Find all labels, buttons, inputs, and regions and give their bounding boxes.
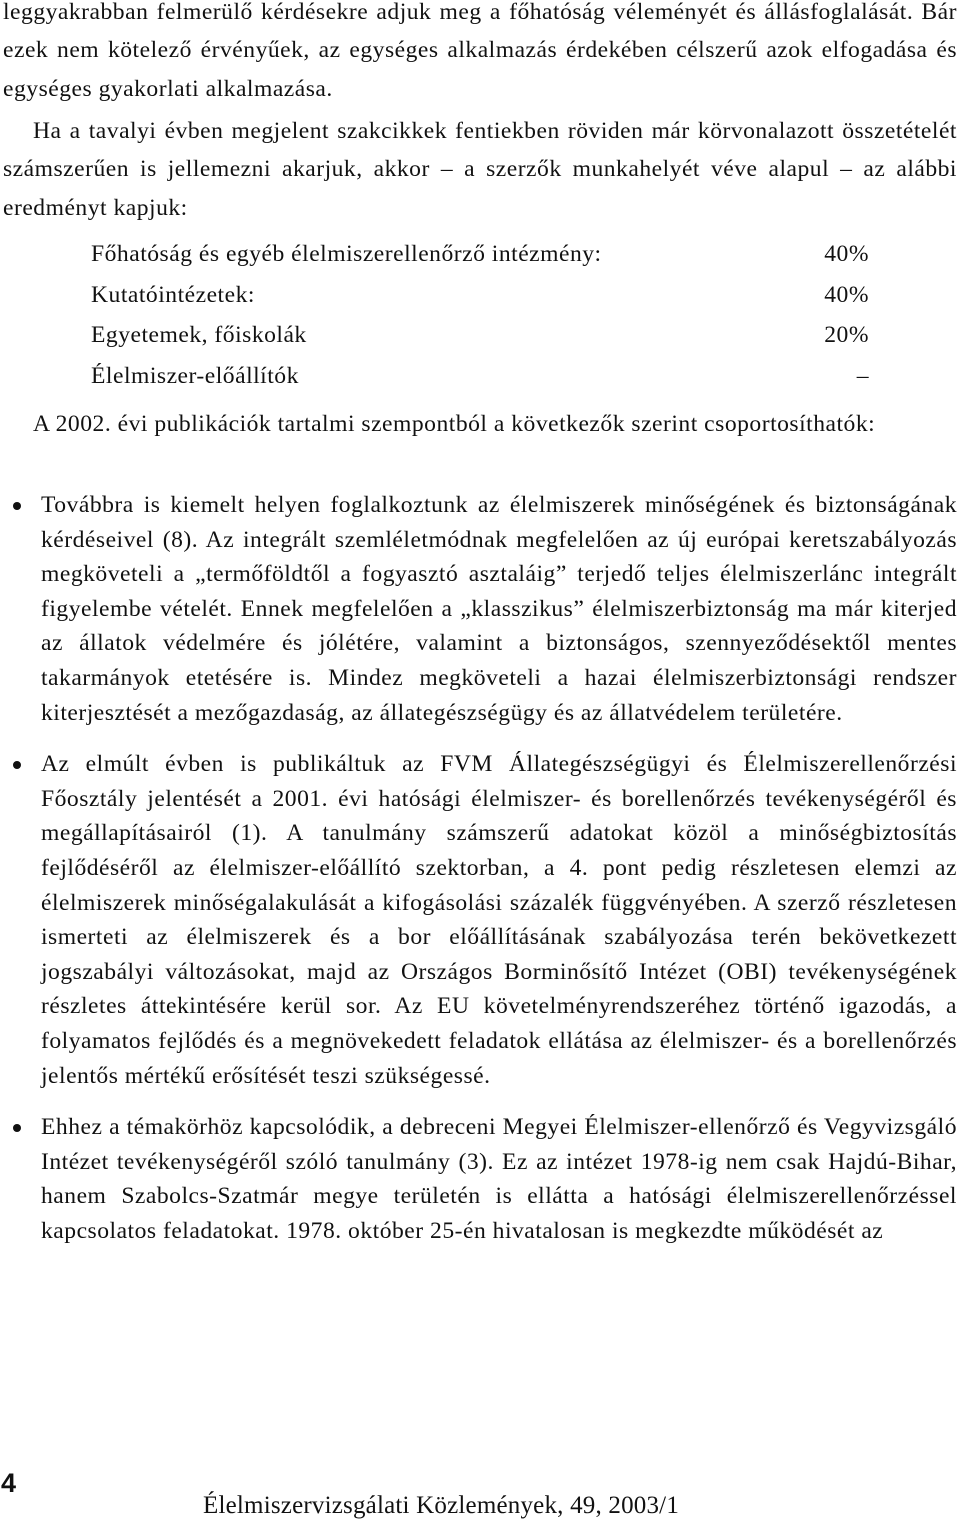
institution-share-list — [91, 234, 869, 396]
bullet-icon — [13, 1124, 21, 1132]
list-item-text: Ehhez a témakörhöz kapcsolódik, a debreceni Megyei Élelmiszer-ellenőrző és Vegyvizsgáló Intézet tevékenységéről szóló tanulmány (3). Ez az intézet 1978-ig nem csak Hajdú-Bihar, hanem Szabolcs-Szatmár megye területén is ellátta a hatósági élelmiszerellenőrzéssel kapcsolatos feladatokat. 1978. október 25-én hivatalosan is megkezdte működését az — [41, 1114, 957, 1244]
institution-name: Élelmiszer-előállítók — [91, 362, 299, 389]
institution-name: Főhatóság és egyéb élelmiszerellenőrző intézmény: — [91, 241, 602, 267]
list-item — [0, 1110, 957, 1248]
list-item-text: Az elmúlt évben is publikáltuk az FVM Állategészségügyi és Élelmiszerellenőrzési Főosztály jelentését a 2001. évi hatósági élelmiszer- és borellenőrzés tevékenységéről és megállapításairól (1). A tanulmány számszerű adatokat közöl a minőségbiztosítás fejlődéséről az élelmiszer-előállító szektorban, a 4. pont pedig részletesen elemzi az élelmiszerek minőségalakulását a kifogásolási százalék függvényében. A szerző részletesen ismerteti az élelmiszerek és a bor előállításának szabályozása terén bekövetkezett jogszabályi változásokat, majd az Országos Borminősítő Intézet (OBI) tevékenységének részletes áttekintésére kerül sor. Az EU követelményrendszeréhez történő igazodás, a folyamatos fejlődés és a megnövekedett feladatok ellátása az élelmiszer- és a borellenőrzés jelentős mértékű erősítését teszi szükségessé. — [41, 751, 957, 1089]
grouping-paragraph: A 2002. évi publikációk tartalmi szempontból a következők szerint csoportosíthatók: — [33, 411, 876, 437]
institution-row — [91, 234, 869, 275]
bullet-icon — [13, 502, 21, 510]
institution-row — [91, 315, 869, 356]
intro-paragraph: leggyakrabban felmerülő kérdésekre adjuk meg a főhatóság véleményét és állásfoglalását. Bár ezek nem kötelező érvényűek, az egységes alkalmazás érdekében célszerű azok elfogadása és egységes gyakorlati alkalmazása. — [3, 0, 957, 102]
institution-share: – — [856, 362, 869, 389]
page-number: 4 — [1, 1468, 17, 1498]
list-item — [0, 488, 957, 730]
institution-name: Kutatóintézetek: — [91, 281, 255, 308]
institution-name: Egyetemek, főiskolák — [91, 322, 307, 349]
bullet-icon — [13, 761, 21, 769]
list-item-text: Továbbra is kiemelt helyen foglalkoztunk az élelmiszerek minőségének és biztonságának kérdéseivel (8). Az integrált szemléletmódnak megfelelően az új európai keretszabályozás megköveteli a „termőföldtől a fogyasztó asztaláig” terjedő teljes élelmiszerlánc integrált figyelembe vételét. Ennek megfelelően a „klasszikus” élelmiszerbiztonság ma már kiterjed az állatok védelmére és jólétére, valamint a biztonságos, szennyeződésektől mentes takarmányok etetésére is. Mindez megköveteli a hazai élelmiszerbiztonsági rendszer kiterjesztését a mezőgazdaság, az állategészségügy és az állatvédelem területére. — [41, 492, 957, 726]
institution-row — [91, 356, 869, 397]
institution-share: 40% — [824, 241, 869, 267]
institution-share: 40% — [824, 281, 869, 308]
journal-footer: Élelmiszervizsgálati Közlemények, 49, 2003/1 — [203, 1492, 680, 1519]
institution-row — [91, 275, 869, 316]
authorship-paragraph: Ha a tavalyi évben megjelent szakcikkek fentiekben röviden már körvonalazott összetételét számszerűen is jellemezni akarjuk, akkor – a szerzők munkahelyét véve alapul – az alábbi eredményt kapjuk: — [3, 118, 957, 221]
list-item — [0, 747, 957, 1093]
institution-share: 20% — [824, 322, 869, 349]
publication-topic-list — [0, 488, 960, 1265]
